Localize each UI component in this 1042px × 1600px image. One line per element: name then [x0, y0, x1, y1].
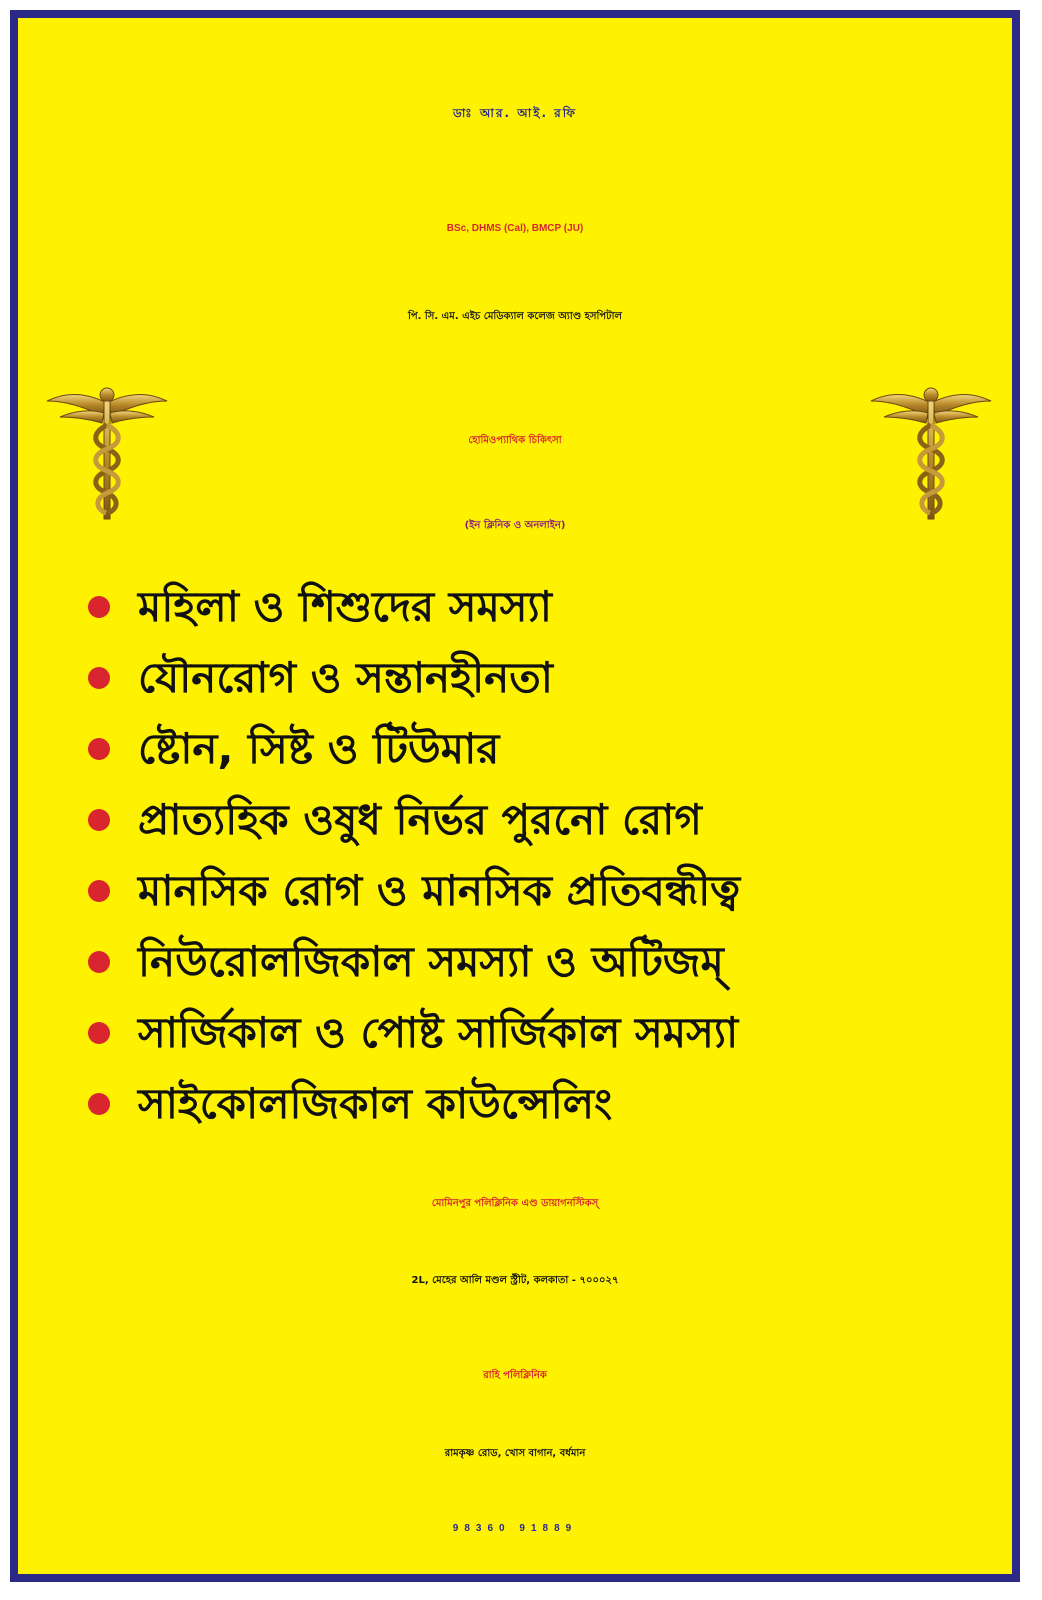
service-item [88, 1000, 1008, 1071]
doctor-name: ডাঃ আর. আই. রফি [452, 106, 577, 120]
service-label: নিউরোলজিকাল সমস্যা ও অটিজম্ [138, 937, 724, 986]
service-item [88, 1071, 1008, 1142]
bullet-icon [88, 809, 110, 831]
clinic-name-kolkata: মোমিনপুর পলিক্লিনিক এণ্ড ডায়াগনস্টিকস্ [431, 1198, 599, 1209]
treatment-title: হোমিওপ্যাথিক চিকিৎসা [468, 435, 562, 446]
bullet-icon [88, 951, 110, 973]
service-item [88, 929, 1008, 1000]
service-label: সার্জিকাল ও পোষ্ট সার্জিকাল সমস্যা [138, 1008, 739, 1057]
bullet-icon [88, 738, 110, 760]
bullet-icon [88, 667, 110, 689]
bullet-icon [88, 880, 110, 902]
service-label: সাইকোলজিকাল কাউন্সেলিং [138, 1079, 613, 1128]
clinic-address-bardhaman: রামকৃষ্ণ রোড, খোস বাগান, বর্ধমান [444, 1448, 586, 1459]
service-item [88, 645, 1008, 716]
service-item [88, 716, 1008, 787]
service-label: যৌনরোগ ও সন্তানহীনতা [138, 653, 553, 702]
poster [10, 10, 1020, 1582]
service-label: ষ্টোন, সিষ্ট ও টিউমার [138, 724, 500, 773]
clinic-name-bardhaman: রাহি পলিক্লিনিক [483, 1370, 547, 1381]
service-label: মহিলা ও শিশুদের সমস্যা [138, 582, 552, 631]
service-item [88, 574, 1008, 645]
college-name: পি. সি. এম. এইচ মেডিক্যাল কলেজ অ্যাণ্ড হসপিটাল [408, 311, 622, 322]
bullet-icon [88, 1022, 110, 1044]
treatment-mode: (ইন ক্লিনিক ও অনলাইন) [464, 520, 566, 531]
service-item [88, 787, 1008, 858]
bullet-icon [88, 1093, 110, 1115]
service-label: মানসিক রোগ ও মানসিক প্রতিবন্ধীত্ব [138, 866, 741, 915]
phone-number: 98360 91889 [452, 1523, 578, 1534]
doctor-degrees: BSc, DHMS (Cal), BMCP (JU) [446, 223, 584, 234]
clinic-address-kolkata: 2L, মেহের আলি মণ্ডল স্ট্রীট, কলকাতা - ৭০০০২৭ [411, 1275, 619, 1286]
service-label: প্রাত্যহিক ওষুধ নির্ভর পুরনো রোগ [138, 795, 702, 844]
services-list [88, 574, 1008, 1142]
service-item [88, 858, 1008, 929]
bullet-icon [88, 596, 110, 618]
